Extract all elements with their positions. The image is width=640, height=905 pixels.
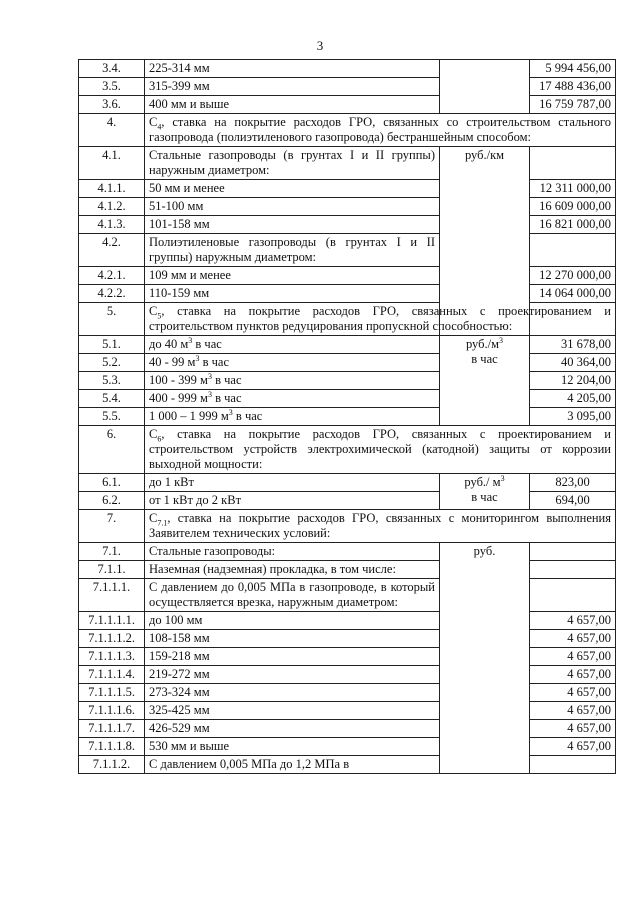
row-number: 7.1.1.1.6. [79, 702, 145, 720]
row-description: С давлением 0,005 МПа до 1,2 МПа в [145, 756, 440, 774]
unit-label: руб./м [465, 337, 500, 351]
section-text: , ставка на покрытие расходов ГРО, связанных со строительством стального газопровода (полиэтиленового газопровода) бестраншейным способом: [149, 115, 611, 144]
desc-tail: в час [211, 373, 242, 387]
unit-superscript: 3 [499, 335, 504, 345]
row-number: 7.1.1.1.7. [79, 720, 145, 738]
table-row [79, 756, 616, 774]
row-value [530, 234, 616, 267]
rate-subscript: 6 [157, 434, 162, 444]
table-row [79, 147, 616, 180]
section-description [145, 114, 616, 147]
row-description: 325-425 мм [145, 702, 440, 720]
row-number: 6.2. [79, 492, 145, 510]
section-description [145, 303, 616, 336]
desc-superscript: 3 [195, 353, 200, 363]
row-number: 4.2. [79, 234, 145, 267]
unit-label-line2: в час [471, 490, 498, 504]
row-description: С давлением до 0,005 МПа в газопроводе, в который осуществляется врезка, наружным диаметром: [145, 579, 440, 612]
row-value: 12 270 000,00 [530, 267, 616, 285]
row-description: 426-529 мм [145, 720, 440, 738]
row-description: от 1 кВт до 2 кВт [145, 492, 440, 510]
row-description: 273-324 мм [145, 684, 440, 702]
row-number: 7.1.1.1.3. [79, 648, 145, 666]
row-description: 101-158 мм [145, 216, 440, 234]
desc-text: 100 - 399 м [149, 373, 208, 387]
row-number: 3.5. [79, 78, 145, 96]
table-row [79, 684, 616, 702]
row-value: 17 488 436,00 [530, 78, 616, 96]
table-row [79, 372, 616, 390]
row-number: 6.1. [79, 474, 145, 492]
row-description: 315-399 мм [145, 78, 440, 96]
row-description: 109 мм и менее [145, 267, 440, 285]
rate-subscript: 5 [157, 311, 162, 321]
row-number: 7. [79, 510, 145, 543]
row-value: 4 657,00 [530, 702, 616, 720]
row-number: 7.1.1.1.2. [79, 630, 145, 648]
row-description [145, 372, 440, 390]
table-row [79, 267, 616, 285]
table-row [79, 612, 616, 630]
row-description: 110-159 мм [145, 285, 440, 303]
row-value: 16 609 000,00 [530, 198, 616, 216]
page-number: 3 [316, 38, 324, 53]
row-number: 5. [79, 303, 145, 336]
row-value: 694,00 [530, 492, 616, 510]
section-text: , ставка на покрытие расходов ГРО, связанных с проектированием и строительством пунктов редуцирования пропускной способностью: [149, 304, 611, 333]
row-number: 5.2. [79, 354, 145, 372]
row-value: 4 657,00 [530, 612, 616, 630]
row-number: 4.1. [79, 147, 145, 180]
unit-cell [440, 336, 530, 426]
row-value: 4 657,00 [530, 648, 616, 666]
desc-text: 40 - 99 м [149, 355, 196, 369]
table-row [79, 216, 616, 234]
row-value: 4 657,00 [530, 666, 616, 684]
tariff-table [78, 59, 616, 774]
row-description: 400 мм и выше [145, 96, 440, 114]
row-value: 40 364,00 [530, 354, 616, 372]
table-row [79, 702, 616, 720]
row-value: 3 095,00 [530, 408, 616, 426]
table-row [79, 720, 616, 738]
table-row [79, 561, 616, 579]
rate-symbol: С [149, 511, 158, 525]
row-description: 219-272 мм [145, 666, 440, 684]
table-row [79, 198, 616, 216]
section-row [79, 114, 616, 147]
table-row [79, 408, 616, 426]
row-description: Наземная (надземная) прокладка, в том числе: [145, 561, 440, 579]
row-number: 5.5. [79, 408, 145, 426]
table-row [79, 543, 616, 561]
desc-text: 400 - 999 м [149, 391, 208, 405]
row-number: 7.1.1.1. [79, 579, 145, 612]
row-number: 7.1. [79, 543, 145, 561]
row-description [145, 336, 440, 354]
table-row [79, 492, 616, 510]
table-row [79, 390, 616, 408]
section-description [145, 426, 616, 474]
table-row [79, 180, 616, 198]
row-description: до 100 мм [145, 612, 440, 630]
table-row [79, 96, 616, 114]
row-value: 4 657,00 [530, 720, 616, 738]
row-description: 108-158 мм [145, 630, 440, 648]
row-number: 3.6. [79, 96, 145, 114]
row-number: 6. [79, 426, 145, 474]
unit-label-line2: в час [471, 352, 498, 366]
row-number: 4.1.3. [79, 216, 145, 234]
table-row [79, 738, 616, 756]
row-number: 7.1.1.2. [79, 756, 145, 774]
row-number: 7.1.1.1.8. [79, 738, 145, 756]
row-value: 5 994 456,00 [530, 60, 616, 78]
rate-symbol: С [149, 304, 158, 318]
section-row [79, 426, 616, 474]
row-description: Стальные газопроводы: [145, 543, 440, 561]
table-row [79, 78, 616, 96]
table-row [79, 630, 616, 648]
table-row [79, 579, 616, 612]
row-value: 4 657,00 [530, 738, 616, 756]
row-number: 7.1.1.1.1. [79, 612, 145, 630]
unit-superscript: 3 [500, 473, 505, 483]
row-value: 16 759 787,00 [530, 96, 616, 114]
row-description: 50 мм и менее [145, 180, 440, 198]
table-row [79, 285, 616, 303]
unit-label: руб. [473, 544, 496, 558]
rate-symbol: С [149, 427, 158, 441]
row-description: Полиэтиленовые газопроводы (в грунтах I и II группы) наружным диаметром: [145, 234, 440, 267]
row-value: 12 204,00 [530, 372, 616, 390]
row-number: 3.4. [79, 60, 145, 78]
row-value: 12 311 000,00 [530, 180, 616, 198]
row-number: 4.1.1. [79, 180, 145, 198]
row-number: 5.1. [79, 336, 145, 354]
row-description [145, 390, 440, 408]
desc-superscript: 3 [207, 389, 212, 399]
row-value [530, 756, 616, 774]
desc-tail: в час [199, 355, 229, 369]
row-number: 5.4. [79, 390, 145, 408]
rate-subscript: 7.1 [157, 518, 168, 528]
table-row [79, 666, 616, 684]
row-description: 225-314 мм [145, 60, 440, 78]
row-description: до 1 кВт [145, 474, 440, 492]
row-number: 4. [79, 114, 145, 147]
row-value: 4 657,00 [530, 684, 616, 702]
row-number: 7.1.1. [79, 561, 145, 579]
unit-label: руб./км [464, 148, 505, 162]
row-value [530, 561, 616, 579]
row-description [145, 408, 440, 426]
unit-cell [440, 474, 530, 510]
desc-text: до 40 м [149, 337, 189, 351]
section-text: , ставка на покрытие расходов ГРО, связанных с проектированием и строительством устройств электрохимической (катодной) защиты от коррозии выходной мощности: [149, 427, 611, 471]
row-number: 4.1.2. [79, 198, 145, 216]
table-row [79, 354, 616, 372]
row-value: 16 821 000,00 [530, 216, 616, 234]
table-row [79, 234, 616, 267]
row-value: 4 205,00 [530, 390, 616, 408]
section-row [79, 303, 616, 336]
row-description [145, 354, 440, 372]
row-description: 159-218 мм [145, 648, 440, 666]
row-value: 31 678,00 [530, 336, 616, 354]
row-value [530, 579, 616, 612]
row-number: 4.2.1. [79, 267, 145, 285]
row-number: 7.1.1.1.5. [79, 684, 145, 702]
table-row [79, 336, 616, 354]
row-number: 7.1.1.1.4. [79, 666, 145, 684]
row-value [530, 147, 616, 180]
desc-superscript: 3 [207, 371, 212, 381]
unit-cell [440, 60, 530, 114]
section-row [79, 510, 616, 543]
rate-symbol: С [149, 115, 158, 129]
desc-superscript: 3 [228, 407, 233, 417]
row-description: Стальные газопроводы (в грунтах I и II группы) наружным диаметром: [145, 147, 440, 180]
desc-tail: в час [232, 409, 263, 423]
desc-tail: в час [192, 337, 222, 351]
unit-label: руб./ м [464, 475, 501, 489]
row-value: 823,00 [530, 474, 616, 492]
rate-subscript: 4 [157, 122, 162, 132]
row-description: 51-100 мм [145, 198, 440, 216]
row-value [530, 543, 616, 561]
desc-superscript: 3 [188, 335, 193, 345]
desc-tail: в час [211, 391, 242, 405]
row-number: 4.2.2. [79, 285, 145, 303]
table-row [79, 60, 616, 78]
table-row [79, 648, 616, 666]
unit-cell [440, 543, 530, 774]
row-description: 530 мм и выше [145, 738, 440, 756]
desc-text: 1 000 – 1 999 м [149, 409, 229, 423]
section-text: , ставка на покрытие расходов ГРО, связанных с мониторингом выполнения Заявителем технических условий: [149, 511, 611, 540]
section-description [145, 510, 616, 543]
table-row [79, 474, 616, 492]
row-number: 5.3. [79, 372, 145, 390]
row-value: 4 657,00 [530, 630, 616, 648]
row-value: 14 064 000,00 [530, 285, 616, 303]
